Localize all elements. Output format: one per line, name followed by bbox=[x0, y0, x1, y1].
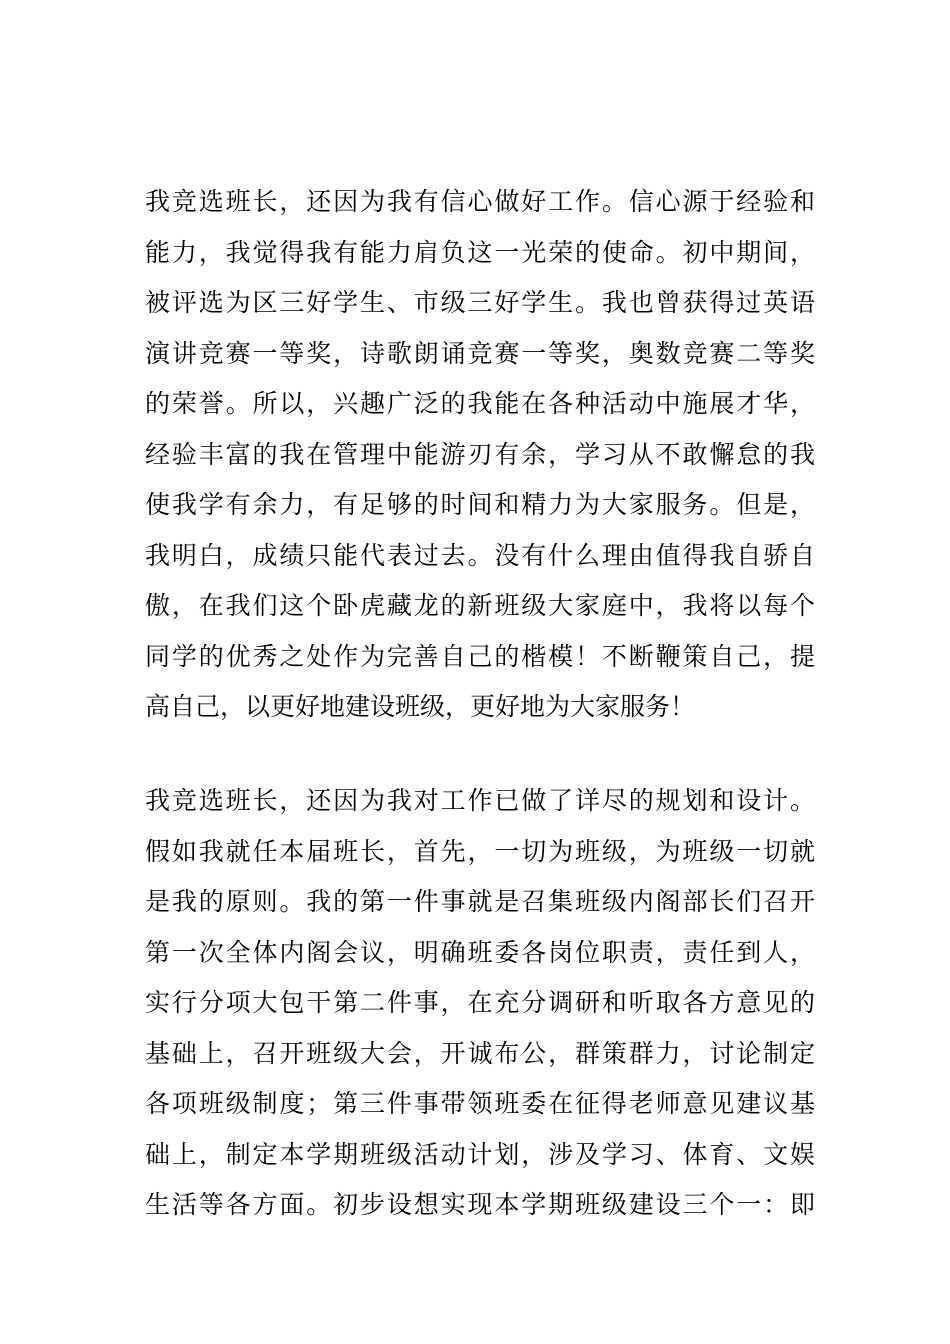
text-line: 实行分项大包干第二件事，在充分调研和听取各方意见的 bbox=[145, 988, 815, 1017]
text-line: 被评选为区三好学生、市级三好学生。我也曾获得过英语 bbox=[145, 288, 815, 317]
text-line: 础上，制定本学期班级活动计划，涉及学习、体育、文娱 bbox=[145, 1139, 815, 1169]
text-line: 同学的优秀之处作为完善自己的楷模！不断鞭策自己，提 bbox=[145, 641, 815, 671]
text-line: 傲，在我们这个卧虎藏龙的新班级大家庭中，我将以每个 bbox=[145, 591, 815, 620]
text-line: 高自己，以更好地建设班级，更好地为大家服务！ bbox=[145, 692, 696, 721]
text-line: 经验丰富的我在管理中能游刃有余，学习从不敢懈怠的我 bbox=[145, 439, 815, 469]
text-line: 演讲竞赛一等奖，诗歌朗诵竞赛一等奖，奥数竞赛二等奖 bbox=[145, 338, 815, 368]
text-line: 生活等各方面。初步设想实现本学期班级建设三个一：即 bbox=[145, 1190, 815, 1219]
text-line: 第一次全体内阁会议，明确班委各岗位职责，责任到人， bbox=[145, 937, 815, 967]
paragraph-2 bbox=[145, 776, 815, 1231]
text-line: 基础上，召开班级大会，开诚布公，群策群力，讨论制定 bbox=[145, 1038, 815, 1068]
text-line: 假如我就任本届班长，首先，一切为班级，为班级一切就 bbox=[145, 836, 815, 866]
text-line: 各项班级制度；第三件事带领班委在征得老师意见建议基 bbox=[145, 1089, 815, 1118]
text-line: 使我学有余力，有足够的时间和精力为大家服务。但是， bbox=[145, 490, 815, 519]
text-line: 我竞选班长，还因为我有信心做好工作。信心源于经验和 bbox=[145, 187, 815, 216]
text-line: 是我的原则。我的第一件事就是召集班级内阁部长们召开 bbox=[145, 887, 815, 916]
text-line: 能力，我觉得我有能力肩负这一光荣的使命。初中期间， bbox=[145, 237, 815, 267]
text-line: 我明白，成绩只能代表过去。没有什么理由值得我自骄自 bbox=[145, 540, 815, 570]
text-line: 的荣誉。所以，兴趣广泛的我能在各种活动中施展才华， bbox=[145, 389, 815, 418]
paragraph-1 bbox=[145, 177, 815, 733]
text-line: 我竞选班长，还因为我对工作已做了详尽的规划和设计。 bbox=[145, 786, 815, 815]
